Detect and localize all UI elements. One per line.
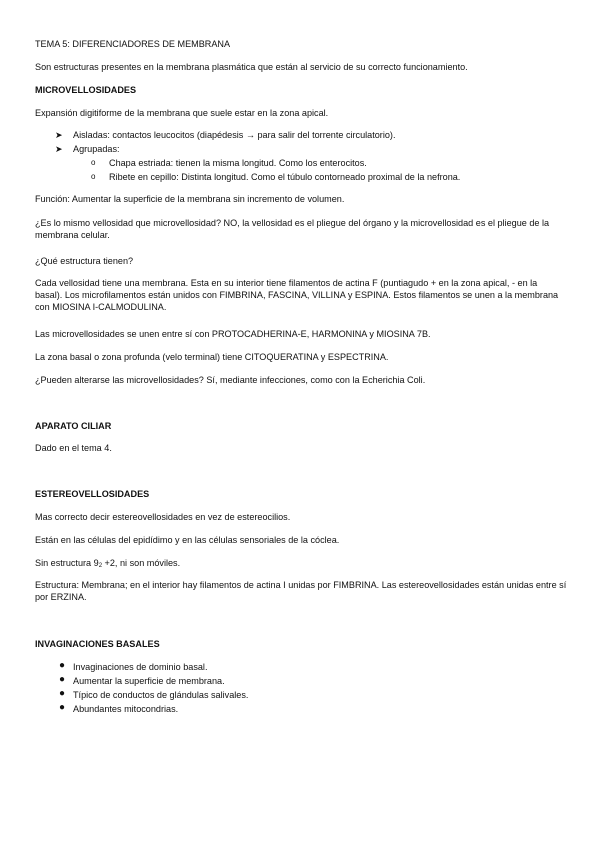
bullet-list-item: Aumentar la superficie de membrana. [73, 676, 225, 686]
estereovellosidades-paragraph-4: Estructura: Membrana; en el interior hay filamentos de actina I unidas por FIMBRINA. Las estereovellosidades están unidas entre sí por ERZINA. [35, 580, 567, 602]
estereovellosidades-paragraph-3 [35, 557, 180, 569]
section-heading-aparato-ciliar: APARATO CILIAR [35, 421, 112, 431]
union-paragraph: Las microvellosidades se unen entre sí con PROTOCADHERINA-E, HARMONINA y MIOSINA 7B. [35, 329, 431, 339]
zona-basal-paragraph: La zona basal o zona profunda (velo terminal) tiene CITOQUERATINA y ESPECTRINA. [35, 352, 389, 362]
estructura-paragraph: Cada vellosidad tiene una membrana. Esta en su interior tiene filamentos de actina F (puntiagudo + en la zona apical, - en la basal). Los microfilamentos están unidos con FIMBRINA, FASCINA, VILLINA y ESPINA. Estos filamentos se unen a la membrana con MIOSINA I-CALMODULINA. [35, 278, 559, 312]
question-alteracion-paragraph: ¿Pueden alterarse las microvellosidades? Sí, mediante infecciones, como con la Echerichia Coli. [35, 375, 426, 385]
intro-paragraph: Son estructuras presentes en la membrana plasmática que están al servicio de su correcto funcionamiento. [35, 62, 468, 72]
arrow-bullet-icon: ➤ [55, 144, 63, 154]
funcion-paragraph: Función: Aumentar la superficie de la membrana sin incremento de volumen. [35, 194, 345, 204]
bullet-dot-icon: ● [59, 660, 66, 671]
estructura-text: Sin estructura 9 [35, 558, 99, 568]
question-vellosidad-paragraph: ¿Es lo mismo vellosidad que microvellosidad? NO, la vellosidad es el pliegue del órgano y la microvellosidad es el pliegue de la membrana celular. [35, 218, 550, 240]
circle-bullet-icon: o [91, 172, 96, 181]
bullet-dot-icon: ● [59, 674, 66, 685]
aparato-ciliar-text: Dado en el tema 4. [35, 443, 112, 453]
arrow-bullet-icon: ➤ [55, 130, 63, 140]
section-heading-invaginaciones: INVAGINACIONES BASALES [35, 639, 160, 649]
section-heading-microvellosidades: MICROVELLOSIDADES [35, 85, 137, 95]
estereovellosidades-paragraph-1: Mas correcto decir estereovellosidades en vez de estereocilios. [35, 512, 291, 522]
bullet-list-item: Abundantes mitocondrias. [73, 704, 179, 714]
list-item-aisladas: Aisladas: contactos leucocitos (diapédesis → para salir del torrente circulatorio). [73, 130, 396, 140]
circle-bullet-icon: o [91, 158, 96, 167]
document-title: TEMA 5: DIFERENCIADORES DE MEMBRANA [35, 39, 231, 49]
subscript-number: 2 [98, 563, 103, 569]
bullet-dot-icon: ● [59, 702, 66, 713]
estereovellosidades-paragraph-2: Están en las células del epidídimo y en las células sensoriales de la cóclea. [35, 535, 340, 545]
question-estructura: ¿Qué estructura tienen? [35, 256, 134, 266]
microvellosidades-definition: Expansión digitiforme de la membrana que suele estar en la zona apical. [35, 108, 329, 118]
sublist-item-chapa: Chapa estriada: tienen la misma longitud. Como los enterocitos. [109, 158, 367, 168]
bullet-list-item: Típico de conductos de glándulas salivales. [73, 690, 249, 700]
list-item-agrupadas: Agrupadas: [73, 144, 120, 154]
sublist-item-ribete: Ribete en cepillo: Distinta longitud. Como el túbulo contorneado proximal de la nefrona. [109, 172, 461, 182]
bullet-dot-icon: ● [59, 688, 66, 699]
bullet-list-item: Invaginaciones de dominio basal. [73, 662, 208, 672]
estructura-text-rest: +2, ni son móviles. [102, 558, 181, 568]
section-heading-estereovellosidades: ESTEREOVELLOSIDADES [35, 489, 150, 499]
